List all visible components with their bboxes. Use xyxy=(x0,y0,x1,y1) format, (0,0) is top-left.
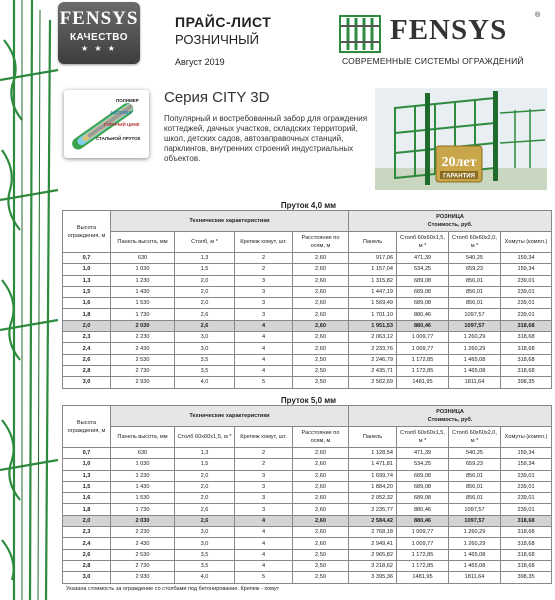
table-cell: 659,23 xyxy=(449,459,501,470)
tech-header: Технические характеристики xyxy=(111,406,349,427)
column-headers xyxy=(63,232,552,253)
table-cell: 1097,57 xyxy=(449,515,501,526)
table-cell: 239,01 xyxy=(501,481,552,492)
row-height-cell: 2,3 xyxy=(63,332,111,343)
table-cell: 3 xyxy=(235,275,293,286)
table-cell: 2,60 xyxy=(293,470,349,481)
table-cell: 2 930 xyxy=(111,377,175,388)
row-height-cell: 1,6 xyxy=(63,298,111,309)
column-header: Столб 60х60х2,0, м * xyxy=(449,427,501,448)
table-cell: 3 xyxy=(235,286,293,297)
table-cell: 4 xyxy=(235,538,293,549)
table-cell: 689,08 xyxy=(397,470,449,481)
table-row xyxy=(63,481,552,492)
table-cell: 2 xyxy=(235,253,293,264)
table-cell: 318,68 xyxy=(501,365,552,376)
table-cell: 2,60 xyxy=(293,538,349,549)
table-body xyxy=(63,253,552,389)
table-cell: 2,6 xyxy=(175,504,235,515)
column-header: Крепеж хомут, шт. xyxy=(235,427,293,448)
table-cell: 2 949,41 xyxy=(349,538,397,549)
table-row xyxy=(63,527,552,538)
table-cell: 2,0 xyxy=(175,481,235,492)
badge-stars: ★ ★ ★ xyxy=(81,44,117,53)
table-row xyxy=(63,515,552,526)
price-list-header xyxy=(175,14,285,67)
series-title: Серия CITY 3D xyxy=(164,89,270,106)
table-cell: 2 030 xyxy=(111,320,175,331)
table-cell: 630 xyxy=(111,253,175,264)
row-height-cell: 1,0 xyxy=(63,264,111,275)
fensys-logo xyxy=(338,12,548,72)
table-cell: 1097,57 xyxy=(449,504,501,515)
table-cell: 3 xyxy=(235,493,293,504)
table-cell: 4 xyxy=(235,560,293,571)
table-cell: 2 063,12 xyxy=(349,332,397,343)
table-cell: 3,5 xyxy=(175,354,235,365)
table-cell: 1 009,77 xyxy=(397,527,449,538)
table-cell: 2,50 xyxy=(293,377,349,388)
column-header: Расстояние по осям, м xyxy=(293,232,349,253)
logo-wordmark: FENSYS xyxy=(390,14,508,46)
table-cell: 2,50 xyxy=(293,560,349,571)
column-headers xyxy=(63,427,552,448)
row-height-cell: 3,0 xyxy=(63,572,111,583)
table-cell: 2 230 xyxy=(111,332,175,343)
table-cell: 398,35 xyxy=(501,377,552,388)
price-list-title: ПРАЙС-ЛИСТ xyxy=(175,14,272,30)
table-cell: 1 230 xyxy=(111,275,175,286)
retail-title: РОЗНИЦА xyxy=(436,409,464,415)
table-cell: 1481,95 xyxy=(397,572,449,583)
wire-label-adhesion: АДГЕЗИЯ xyxy=(110,110,132,115)
table-cell: 1 172,85 xyxy=(397,560,449,571)
row-height-cell: 1,0 xyxy=(63,459,111,470)
table-cell: 2 435,71 xyxy=(349,365,397,376)
table-cell: 2 030 xyxy=(111,515,175,526)
table-cell: 689,08 xyxy=(397,493,449,504)
table-cell: 4 xyxy=(235,527,293,538)
row-height-cell: 2,4 xyxy=(63,343,111,354)
table-cell: 1 465,08 xyxy=(449,354,501,365)
table-cell: 856,01 xyxy=(449,470,501,481)
row-height-cell: 1,5 xyxy=(63,481,111,492)
table-row xyxy=(63,493,552,504)
table-cell: 2 562,69 xyxy=(349,377,397,388)
table-cell: 2 235,77 xyxy=(349,504,397,515)
price-list-date: Август 2019 xyxy=(175,57,225,67)
table-cell: 318,68 xyxy=(501,320,552,331)
column-header: Столб 60х60х2,0, м * xyxy=(449,232,501,253)
table-cell: 630 xyxy=(111,448,175,459)
table-cell: 1 260,29 xyxy=(449,343,501,354)
retail-subtitle: Стоимость, руб. xyxy=(427,417,473,423)
table-cell: 2,60 xyxy=(293,332,349,343)
table-cell: 2,60 xyxy=(293,264,349,275)
retail-title: РОЗНИЦА xyxy=(436,214,464,220)
table-cell: 1 009,77 xyxy=(397,343,449,354)
footnote: Указана стоимость за ограждение со столбами под бетонирование. Крепеж - хомут xyxy=(66,586,280,592)
row-height-cell: 2,6 xyxy=(63,354,111,365)
table-cell: 159,34 xyxy=(501,264,552,275)
table-cell: 2,0 xyxy=(175,286,235,297)
table-cell: 4 xyxy=(235,332,293,343)
table-cell: 2,0 xyxy=(175,298,235,309)
column-header: Хомуты (компл.) xyxy=(501,427,552,448)
row-height-cell: 1,6 xyxy=(63,493,111,504)
table-cell: 2 584,42 xyxy=(349,515,397,526)
table-cell: 1811,64 xyxy=(449,572,501,583)
table-cell: 3 xyxy=(235,470,293,481)
column-header: Панель высота, мм xyxy=(111,232,175,253)
row-height-cell: 1,8 xyxy=(63,504,111,515)
table-title-4mm: Пруток 4,0 мм xyxy=(280,201,337,210)
table-row xyxy=(63,549,552,560)
table-row xyxy=(63,538,552,549)
row-height-cell: 0,7 xyxy=(63,448,111,459)
table-cell: 1 230 xyxy=(111,470,175,481)
table-cell: 1 530 xyxy=(111,493,175,504)
wire-label-steel: СТАЛЬНОЙ ПРУТОК xyxy=(96,136,141,141)
table-cell: 2 530 xyxy=(111,549,175,560)
table-cell: 318,68 xyxy=(501,515,552,526)
table-row xyxy=(63,560,552,571)
table-cell: 2,6 xyxy=(175,515,235,526)
table-row xyxy=(63,264,552,275)
table-cell: 4,0 xyxy=(175,572,235,583)
table-cell: 239,01 xyxy=(501,286,552,297)
row-height-cell: 2,0 xyxy=(63,320,111,331)
table-cell: 239,01 xyxy=(501,309,552,320)
quality-badge xyxy=(58,2,140,64)
column-header: Хомуты (компл.) xyxy=(501,232,552,253)
table-cell: 2,60 xyxy=(293,275,349,286)
wire-cross-section xyxy=(64,90,149,158)
table-cell: 1 465,08 xyxy=(449,365,501,376)
table-cell: 2,60 xyxy=(293,504,349,515)
table-cell: 856,01 xyxy=(449,493,501,504)
column-header: Столб, м * xyxy=(175,232,235,253)
table-cell: 880,46 xyxy=(397,320,449,331)
table-cell: 659,23 xyxy=(449,264,501,275)
fence-decoration xyxy=(0,0,60,600)
price-table-5mm xyxy=(62,405,552,584)
table-row xyxy=(63,320,552,331)
table-cell: 1 430 xyxy=(111,481,175,492)
row-height-cell: 2,6 xyxy=(63,549,111,560)
table-cell: 917,06 xyxy=(349,253,397,264)
table-cell: 239,01 xyxy=(501,470,552,481)
table-cell: 1 699,74 xyxy=(349,470,397,481)
badge-brand: FENSYS xyxy=(59,8,139,29)
table-cell: 2 965,82 xyxy=(349,549,397,560)
table-cell: 2,60 xyxy=(293,493,349,504)
table-row xyxy=(63,572,552,583)
fence-logo-icon xyxy=(338,12,382,56)
retail-subtitle: Стоимость, руб. xyxy=(427,222,473,228)
table-cell: 159,34 xyxy=(501,459,552,470)
table-cell: 239,01 xyxy=(501,298,552,309)
table-cell: 2,60 xyxy=(293,298,349,309)
table-row xyxy=(63,286,552,297)
table-cell: 2,60 xyxy=(293,515,349,526)
table-cell: 1 172,85 xyxy=(397,365,449,376)
table-cell: 1 530 xyxy=(111,298,175,309)
wire-label-polymer: ПОЛИМЕР xyxy=(116,98,139,103)
table-cell: 1 701,10 xyxy=(349,309,397,320)
table-row xyxy=(63,365,552,376)
table-row xyxy=(63,309,552,320)
table-cell: 3,5 xyxy=(175,560,235,571)
row-height-cell: 3,0 xyxy=(63,377,111,388)
warranty-badge xyxy=(434,144,484,184)
table-cell: 5 xyxy=(235,572,293,583)
table-cell: 2,50 xyxy=(293,572,349,583)
table-cell: 4 xyxy=(235,365,293,376)
table-row xyxy=(63,275,552,286)
table-cell: 2,0 xyxy=(175,275,235,286)
table-row xyxy=(63,377,552,388)
table-cell: 1 884,20 xyxy=(349,481,397,492)
table-cell: 3,0 xyxy=(175,332,235,343)
table-row xyxy=(63,448,552,459)
table-cell: 540,25 xyxy=(449,253,501,264)
table-cell: 2 730 xyxy=(111,560,175,571)
column-header: Панель высота, мм xyxy=(111,427,175,448)
table-cell: 2 768,18 xyxy=(349,527,397,538)
table-cell: 1 260,29 xyxy=(449,538,501,549)
table-cell: 2,60 xyxy=(293,481,349,492)
table-cell: 2,60 xyxy=(293,253,349,264)
table-cell: 318,68 xyxy=(501,549,552,560)
series-description: Популярный и востребованный забор для ограждения коттеджей, дачных участков, складских территорий, школ, детских садов, автозаправочных станций, парклингов, внутренних строений индустриальных объектов. xyxy=(164,114,368,163)
table-cell: 689,08 xyxy=(397,286,449,297)
row-height-cell: 2,3 xyxy=(63,527,111,538)
registered-mark: ® xyxy=(535,12,541,19)
row-height-cell: 2,8 xyxy=(63,560,111,571)
table-cell: 856,01 xyxy=(449,481,501,492)
logo-tagline: СОВРЕМЕННЫЕ СИСТЕМЫ ОГРАЖДЕНИЙ xyxy=(342,56,524,66)
table-title-5mm: Пруток 5,0 мм xyxy=(280,396,337,405)
table-row xyxy=(63,459,552,470)
table-cell: 2 xyxy=(235,264,293,275)
table-cell: 1097,57 xyxy=(449,309,501,320)
column-header: Столб 60х60х1,5, м * xyxy=(175,427,235,448)
row-height-cell: 2,4 xyxy=(63,538,111,549)
table-row xyxy=(63,470,552,481)
table-cell: 1 951,53 xyxy=(349,320,397,331)
row-height-cell: 2,0 xyxy=(63,515,111,526)
table-cell: 2,60 xyxy=(293,448,349,459)
table-cell: 3,5 xyxy=(175,549,235,560)
retail-header xyxy=(349,211,552,232)
table-row xyxy=(63,332,552,343)
column-header: Панель xyxy=(349,427,397,448)
table-cell: 2 xyxy=(235,459,293,470)
table-cell: 2 052,32 xyxy=(349,493,397,504)
table-cell: 3 xyxy=(235,504,293,515)
table-cell: 318,68 xyxy=(501,332,552,343)
table-cell: 2,0 xyxy=(175,470,235,481)
table-cell: 1 465,08 xyxy=(449,549,501,560)
table-cell: 1 260,29 xyxy=(449,332,501,343)
table-cell: 2 430 xyxy=(111,538,175,549)
table-cell: 2,50 xyxy=(293,365,349,376)
table-row xyxy=(63,343,552,354)
table-cell: 2,0 xyxy=(175,493,235,504)
warranty-years: 20лет xyxy=(441,155,477,170)
table-cell: 159,34 xyxy=(501,448,552,459)
table-cell: 689,08 xyxy=(397,275,449,286)
table-cell: 3 xyxy=(235,298,293,309)
table-cell: 3,5 xyxy=(175,365,235,376)
table-cell: 1,5 xyxy=(175,459,235,470)
table-cell: 2,6 xyxy=(175,309,235,320)
table-cell: 3 xyxy=(235,309,293,320)
table-cell: 3 xyxy=(235,481,293,492)
table-cell: 239,01 xyxy=(501,493,552,504)
table-cell: 318,68 xyxy=(501,354,552,365)
price-table-4mm xyxy=(62,210,552,389)
table-cell: 2,60 xyxy=(293,320,349,331)
col-height: Высота ограждения, м xyxy=(63,211,111,253)
table-cell: 239,01 xyxy=(501,275,552,286)
table-body xyxy=(63,448,552,584)
table-cell: 2,6 xyxy=(175,320,235,331)
table-cell: 2,50 xyxy=(293,354,349,365)
table-cell: 5 xyxy=(235,377,293,388)
table-cell: 1097,57 xyxy=(449,320,501,331)
table-cell: 4 xyxy=(235,549,293,560)
table-cell: 1 172,85 xyxy=(397,549,449,560)
table-cell: 398,35 xyxy=(501,572,552,583)
table-cell: 2,60 xyxy=(293,286,349,297)
table-cell: 1481,95 xyxy=(397,377,449,388)
table-cell: 1,5 xyxy=(175,264,235,275)
table-cell: 4 xyxy=(235,343,293,354)
table-cell: 1 465,08 xyxy=(449,560,501,571)
column-header: Столб 60х60х1,5, м * xyxy=(397,427,449,448)
row-height-cell: 2,8 xyxy=(63,365,111,376)
badge-quality: КАЧЕСТВО xyxy=(69,32,129,43)
table-row xyxy=(63,504,552,515)
row-height-cell: 1,8 xyxy=(63,309,111,320)
table-cell: 3,0 xyxy=(175,343,235,354)
table-cell: 1 030 xyxy=(111,459,175,470)
table-cell: 3 218,62 xyxy=(349,560,397,571)
column-header: Панель xyxy=(349,232,397,253)
table-cell: 318,68 xyxy=(501,527,552,538)
table-cell: 1 447,19 xyxy=(349,286,397,297)
table-cell: 318,68 xyxy=(501,560,552,571)
table-cell: 880,46 xyxy=(397,504,449,515)
table-cell: 1 172,85 xyxy=(397,354,449,365)
table-cell: 856,01 xyxy=(449,298,501,309)
tech-header: Технические характеристики xyxy=(111,211,349,232)
table-cell: 4 xyxy=(235,320,293,331)
warranty-label: ГАРАНТИЯ xyxy=(443,173,475,180)
column-header: Столб 60х60х1,5, м * xyxy=(397,232,449,253)
table-cell: 1 260,29 xyxy=(449,527,501,538)
table-row xyxy=(63,298,552,309)
table-cell: 534,25 xyxy=(397,264,449,275)
table-cell: 4 xyxy=(235,515,293,526)
table-cell: 1,3 xyxy=(175,253,235,264)
table-cell: 471,39 xyxy=(397,253,449,264)
table-cell: 689,08 xyxy=(397,298,449,309)
row-height-cell: 1,3 xyxy=(63,470,111,481)
table-cell: 689,08 xyxy=(397,481,449,492)
table-cell: 2 730 xyxy=(111,365,175,376)
column-header: Расстояние по осям, м xyxy=(293,427,349,448)
table-cell: 1 430 xyxy=(111,286,175,297)
table-cell: 318,68 xyxy=(501,343,552,354)
table-cell: 471,39 xyxy=(397,448,449,459)
table-cell: 1 009,77 xyxy=(397,538,449,549)
table-cell: 880,46 xyxy=(397,515,449,526)
table-cell: 2 930 xyxy=(111,572,175,583)
table-cell: 3,0 xyxy=(175,538,235,549)
table-cell: 880,46 xyxy=(397,309,449,320)
table-cell: 534,25 xyxy=(397,459,449,470)
table-cell: 856,01 xyxy=(449,286,501,297)
table-cell: 1 471,81 xyxy=(349,459,397,470)
table-cell: 1 730 xyxy=(111,309,175,320)
table-cell: 4,0 xyxy=(175,377,235,388)
table-cell: 239,01 xyxy=(501,504,552,515)
table-cell: 2 230 xyxy=(111,527,175,538)
table-cell: 2,50 xyxy=(293,549,349,560)
table-cell: 2 233,76 xyxy=(349,343,397,354)
table-cell: 2 xyxy=(235,448,293,459)
retail-header xyxy=(349,406,552,427)
column-header: Крепеж хомут, шт. xyxy=(235,232,293,253)
table-cell: 2 246,79 xyxy=(349,354,397,365)
table-cell: 1811,64 xyxy=(449,377,501,388)
table-cell: 1 009,77 xyxy=(397,332,449,343)
table-cell: 540,25 xyxy=(449,448,501,459)
table-cell: 1 730 xyxy=(111,504,175,515)
table-cell: 2,60 xyxy=(293,343,349,354)
table-cell: 4 xyxy=(235,354,293,365)
table-cell: 1 315,82 xyxy=(349,275,397,286)
table-cell: 1,3 xyxy=(175,448,235,459)
table-row xyxy=(63,253,552,264)
table-cell: 3,0 xyxy=(175,527,235,538)
table-cell: 2,60 xyxy=(293,309,349,320)
table-cell: 159,34 xyxy=(501,253,552,264)
table-cell: 1 569,49 xyxy=(349,298,397,309)
col-height: Высота ограждения, м xyxy=(63,406,111,448)
table-cell: 2,60 xyxy=(293,459,349,470)
row-height-cell: 1,5 xyxy=(63,286,111,297)
table-cell: 1 128,54 xyxy=(349,448,397,459)
row-height-cell: 0,7 xyxy=(63,253,111,264)
table-cell: 2 530 xyxy=(111,354,175,365)
wire-label-zinc: ГОРЯЧИЙ ЦИНК xyxy=(104,122,140,127)
price-list-subtitle: РОЗНИЧНЫЙ xyxy=(175,32,259,47)
table-cell: 3 395,36 xyxy=(349,572,397,583)
table-cell: 856,01 xyxy=(449,275,501,286)
table-cell: 318,68 xyxy=(501,538,552,549)
table-row xyxy=(63,354,552,365)
table-cell: 2 430 xyxy=(111,343,175,354)
table-cell: 1 030 xyxy=(111,264,175,275)
row-height-cell: 1,3 xyxy=(63,275,111,286)
table-cell: 1 157,04 xyxy=(349,264,397,275)
table-cell: 2,60 xyxy=(293,527,349,538)
